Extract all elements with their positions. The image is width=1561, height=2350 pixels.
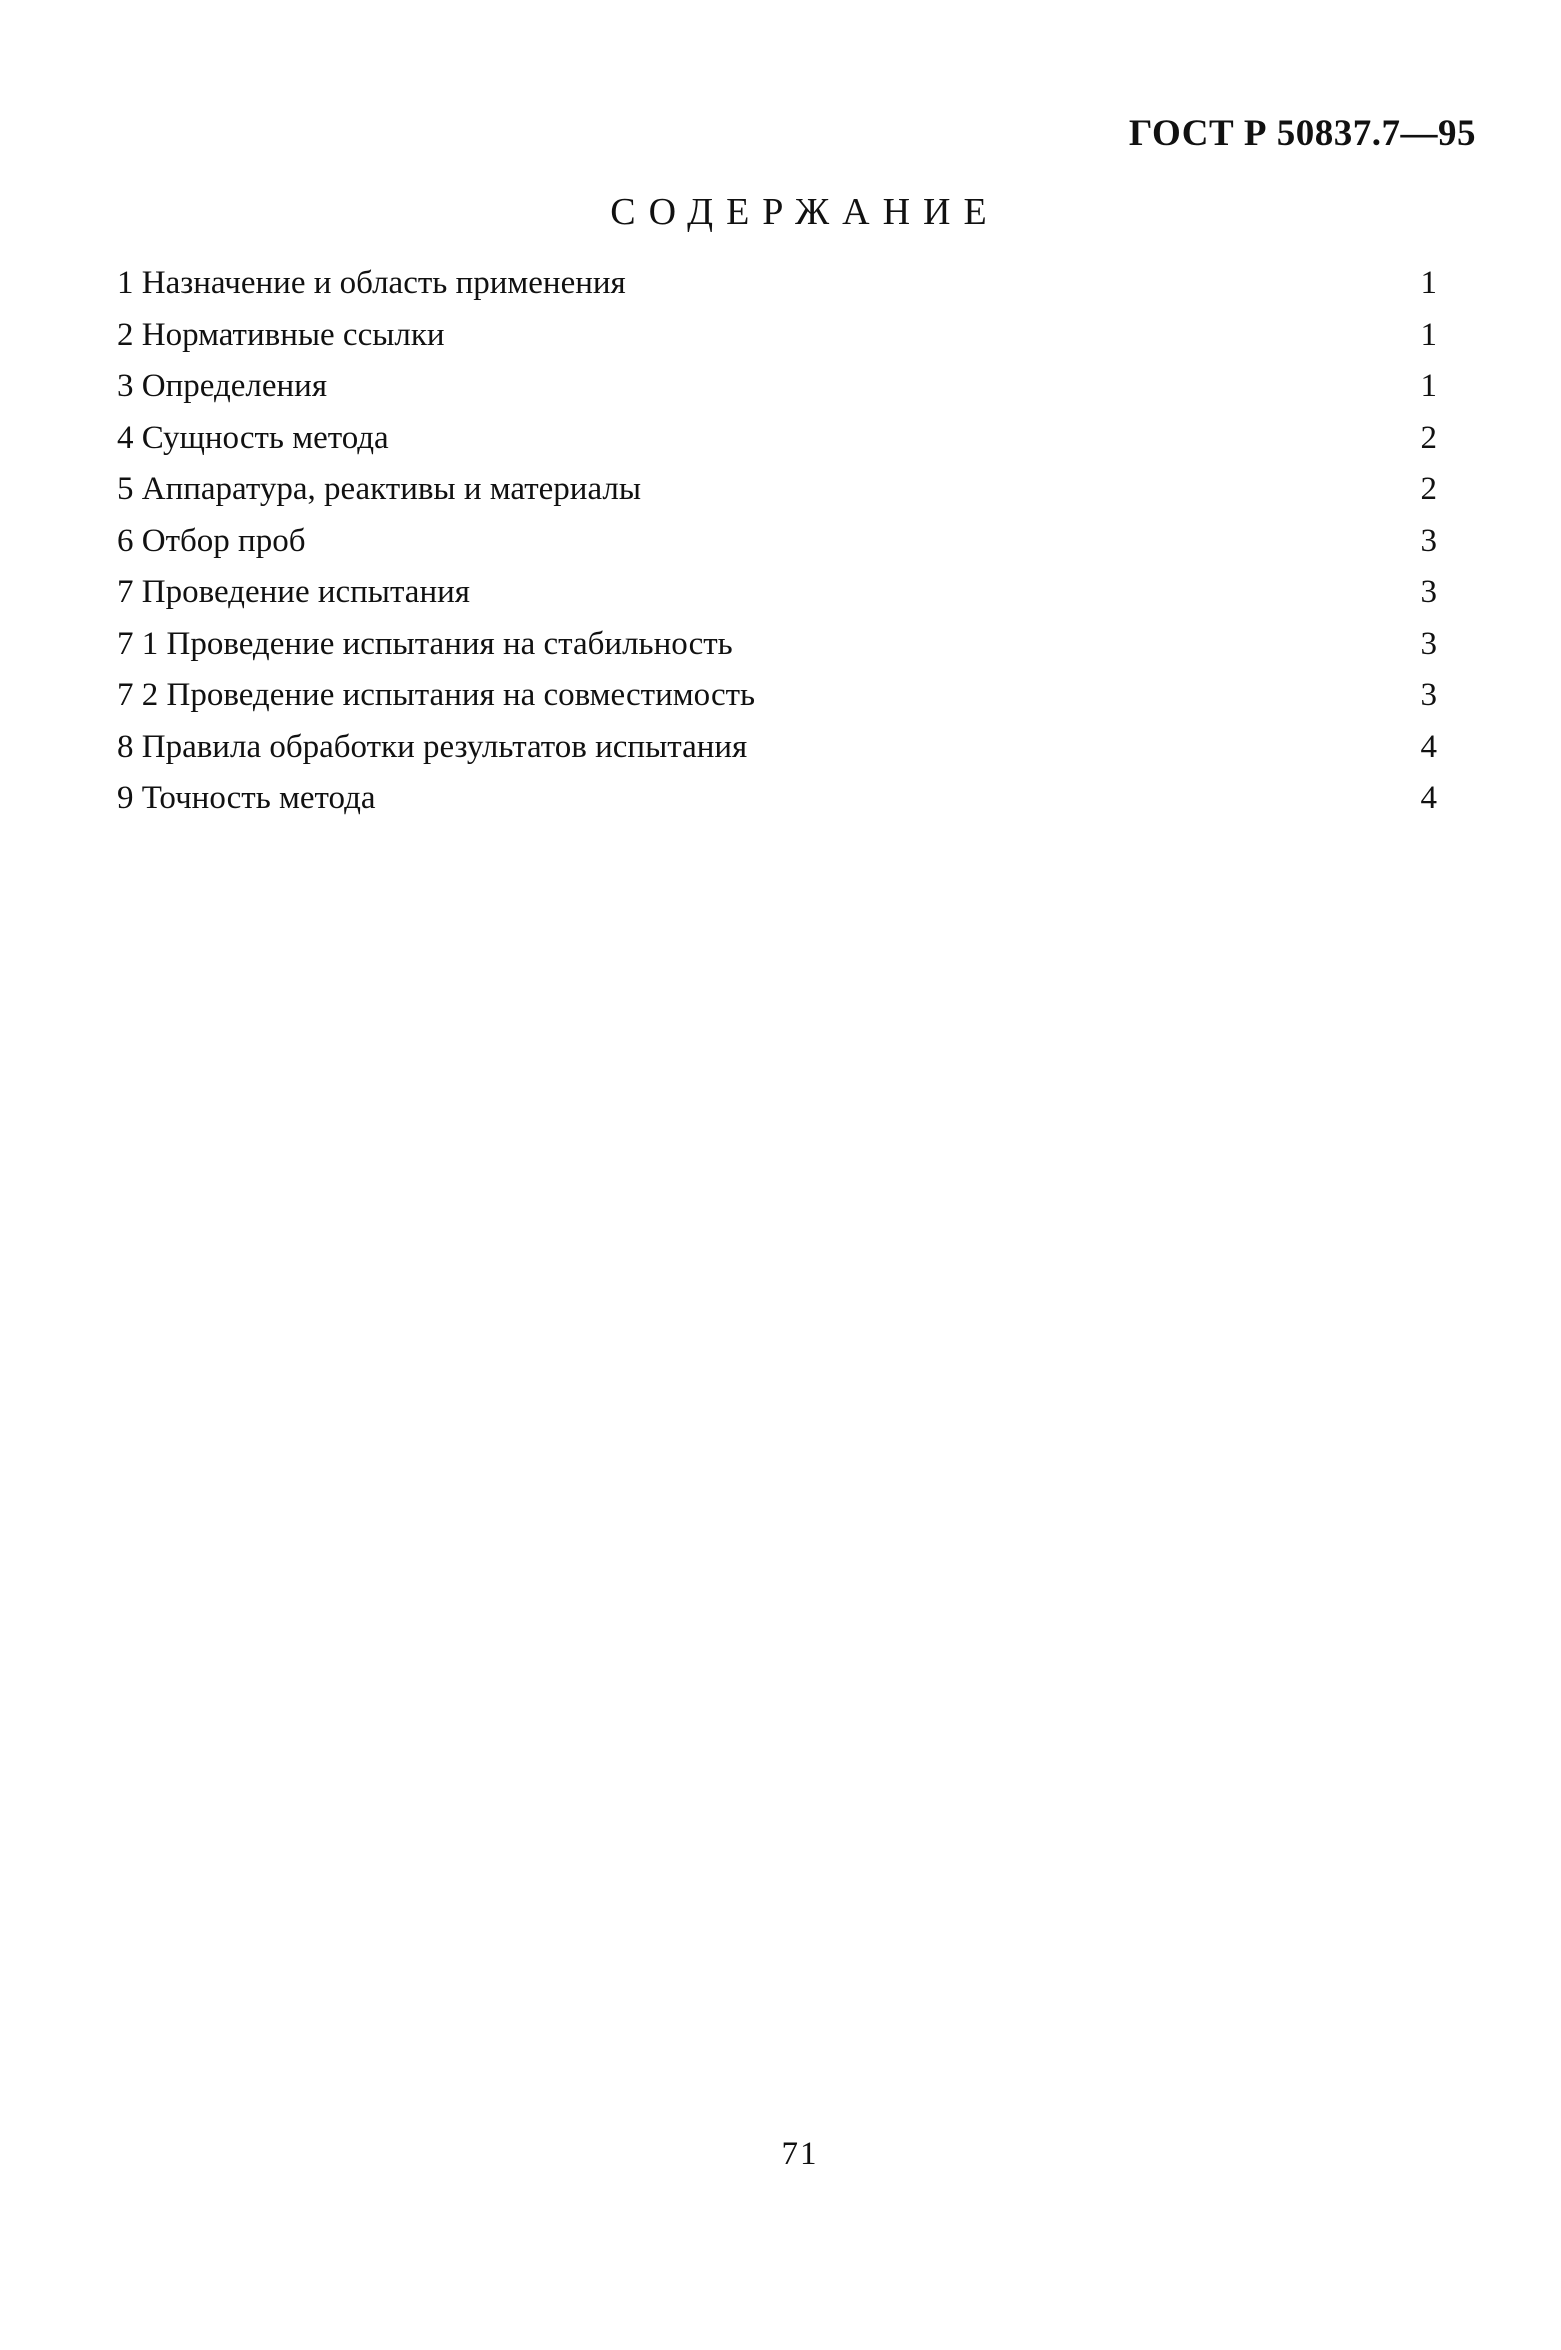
toc-entry-7 [117, 567, 1437, 619]
toc-entry-page: 3 [1420, 625, 1437, 662]
toc-entry-page: 4 [1420, 780, 1437, 816]
toc-entry-2 [117, 310, 1437, 362]
toc-entry-4 [117, 413, 1437, 465]
toc-entry-8 [117, 722, 1437, 774]
toc-entry-page: 1 [1420, 265, 1437, 301]
toc-entry-page: 3 [1420, 677, 1437, 713]
toc-entry-page: 2 [1420, 419, 1437, 456]
toc-entry-text: 2 Нормативные ссылки [117, 316, 445, 353]
toc-entry-9 [117, 773, 1437, 825]
toc-entry-page: 1 [1420, 316, 1437, 353]
toc-entry-text: 7 2 Проведение испытания на совместимость [117, 677, 756, 713]
toc-entry-page: 1 [1420, 368, 1437, 404]
toc-entry-text: 3 Определения [117, 368, 328, 404]
toc-entry-page: 2 [1420, 471, 1437, 507]
page-number: 71 [781, 2136, 819, 2172]
toc-entry-page: 4 [1420, 728, 1437, 765]
toc-list [117, 258, 1437, 825]
toc-entry-text: 5 Аппаратура, реактивы и материалы [117, 471, 642, 507]
toc-entry-page: 3 [1420, 574, 1437, 610]
toc-entry-3 [117, 361, 1437, 413]
toc-entry-6 [117, 516, 1437, 568]
toc-entry-page: 3 [1420, 522, 1437, 559]
toc-entry-1 [117, 258, 1437, 310]
toc-entry-text: 7 1 Проведение испытания на стабильность [117, 625, 733, 662]
toc-entry-text: 4 Сущность метода [117, 419, 389, 456]
toc-entry-text: 9 Точность метода [117, 780, 376, 816]
toc-entry-text: 6 Отбор проб [117, 522, 306, 559]
toc-entry-text: 7 Проведение испытания [117, 574, 470, 610]
toc-entry-text: 8 Правила обработки результатов испытания [117, 728, 748, 765]
toc-entry-7-2 [117, 670, 1437, 722]
toc-entry-5 [117, 464, 1437, 516]
document-code: ГОСТ Р 50837.7—95 [1128, 113, 1476, 154]
toc-entry-text: 1 Назначение и область применения [117, 265, 626, 301]
toc-entry-7-1 [117, 619, 1437, 671]
toc-title: СОДЕРЖАНИЕ [610, 191, 1000, 233]
